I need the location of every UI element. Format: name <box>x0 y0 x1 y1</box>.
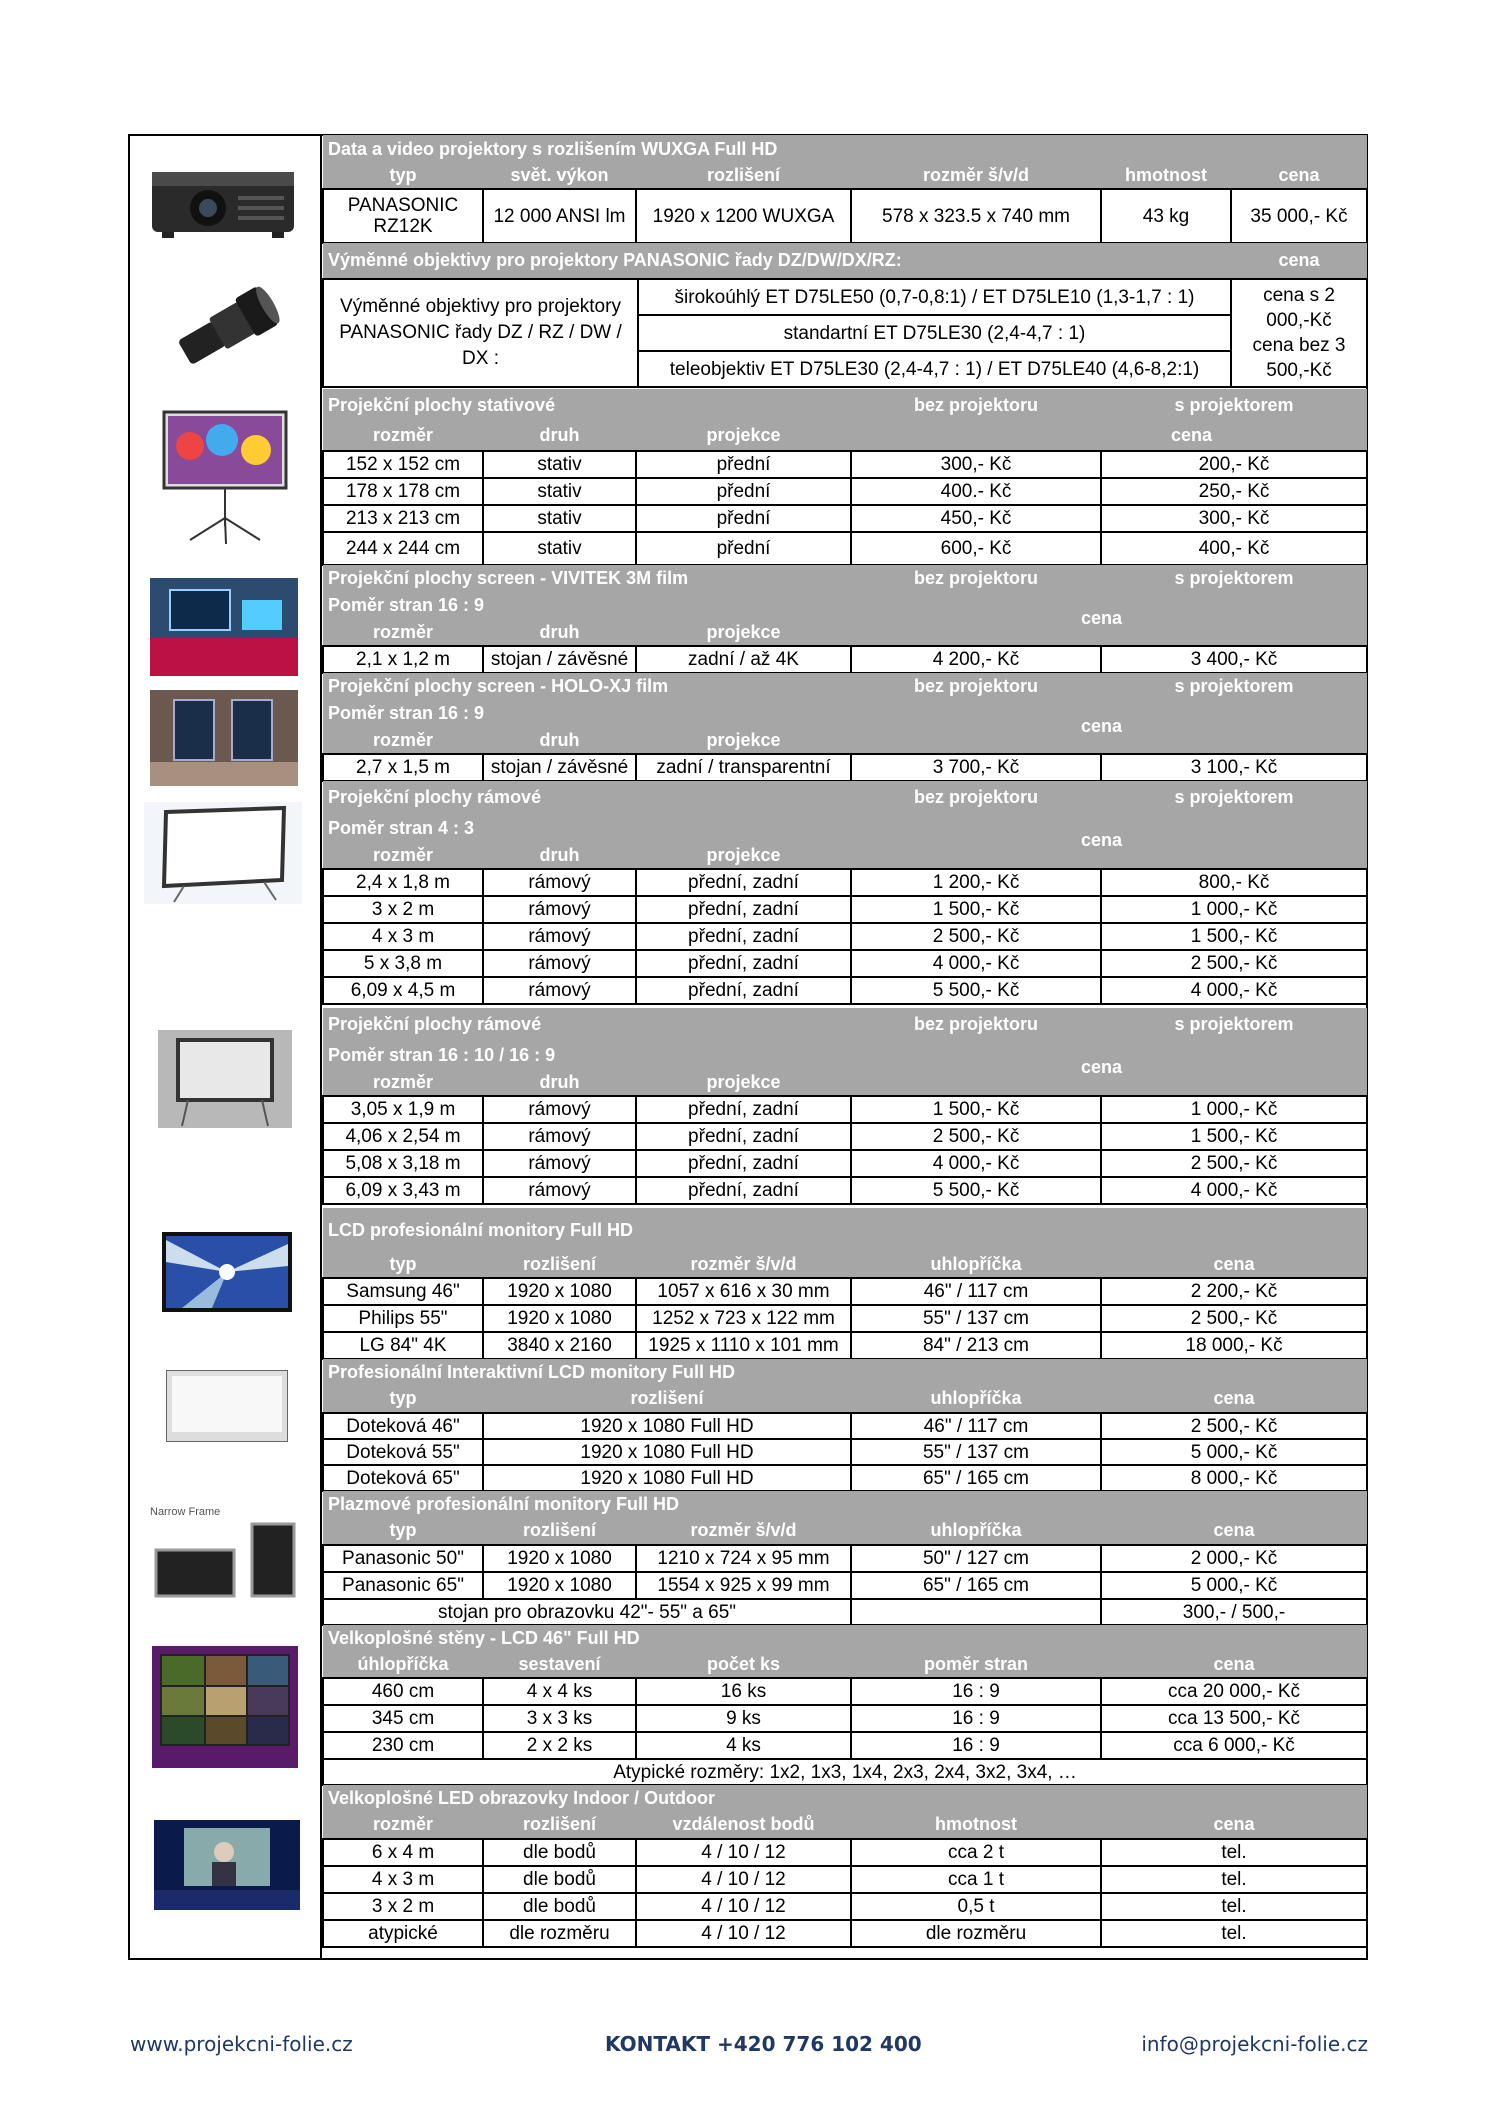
col-header: s projektorem <box>1101 1008 1367 1040</box>
col-header: rozměr š/v/d <box>851 163 1101 189</box>
col-header: projekce <box>636 619 851 646</box>
section-subtitle: Poměr stran 16 : 9 <box>323 700 851 727</box>
cell: 0,5 t <box>851 1893 1101 1920</box>
col-header: rozměr <box>323 421 483 451</box>
website-link[interactable]: www.projekcni-folie.cz <box>130 2032 353 2056</box>
col-header: cena <box>1101 1385 1367 1413</box>
col-header: hmotnost <box>1101 163 1231 189</box>
cell: 400,- Kč <box>1101 532 1367 565</box>
cell: Doteková 55" <box>323 1439 483 1465</box>
cell: tel. <box>1101 1893 1367 1920</box>
cell: přední, zadní <box>636 869 851 896</box>
interactive-lcd-table <box>322 1359 1368 1492</box>
lens-item: širokoúhlý ET D75LE50 (0,7-0,8:1) / ET D75LE10 (1,3-1,7 : 1) <box>638 279 1231 315</box>
cell: přední, zadní <box>636 1150 851 1177</box>
cell: 345 cm <box>323 1705 483 1732</box>
cell: 16 : 9 <box>851 1732 1101 1759</box>
email-link[interactable]: info@projekcni-folie.cz <box>1141 2032 1368 2056</box>
col-header: uhlopříčka <box>851 1252 1101 1278</box>
cell: 4 x 4 ks <box>483 1678 636 1705</box>
col-header: projekce <box>636 421 851 451</box>
cell: stojan / závěsné <box>483 754 636 781</box>
col-header: rozlišení <box>636 163 851 189</box>
col-header: rozlišení <box>483 1385 851 1413</box>
cell: rámový <box>483 1177 636 1204</box>
cell: 1920 x 1080 <box>483 1545 636 1572</box>
col-header: druh <box>483 421 636 451</box>
cell: 3 100,- Kč <box>1101 754 1367 781</box>
video-walls-table <box>322 1625 1368 1786</box>
cell: 230 cm <box>323 1732 483 1759</box>
cell: 4 000,- Kč <box>1101 1177 1367 1204</box>
vivitek-screen-image <box>150 578 298 676</box>
cell: 1920 x 1080 <box>483 1305 636 1332</box>
cell: rámový <box>483 1096 636 1123</box>
lens-item: teleobjektiv ET D75LE30 (2,4-4,7 : 1) / ET D75LE40 (4,6-8,2:1) <box>638 351 1231 387</box>
cell: 3,05 x 1,9 m <box>323 1096 483 1123</box>
video-wall-image <box>152 1646 298 1768</box>
col-header: rozměr <box>323 1811 483 1839</box>
cell: tel. <box>1101 1866 1367 1893</box>
cell: 2 x 2 ks <box>483 1732 636 1759</box>
cell: 3840 x 2160 <box>483 1332 636 1359</box>
cell: 55" / 137 cm <box>851 1439 1101 1465</box>
cell: 16 : 9 <box>851 1705 1101 1732</box>
holo-screen-image <box>150 690 298 786</box>
cell: 2 500,- Kč <box>1101 1150 1367 1177</box>
col-header: druh <box>483 727 636 754</box>
cell: rámový <box>483 923 636 950</box>
col-header: bez projektoru <box>851 389 1101 421</box>
cell: 6,09 x 3,43 m <box>323 1177 483 1204</box>
section-subtitle: Poměr stran 16 : 10 / 16 : 9 <box>323 1040 851 1070</box>
lcd-monitors-table <box>322 1208 1368 1360</box>
col-header: uhlopříčka <box>851 1385 1101 1413</box>
cell: 200,- Kč <box>1101 451 1367 478</box>
col-header: typ <box>323 1517 483 1545</box>
cell: 4 000,- Kč <box>1101 977 1367 1004</box>
col-header: druh <box>483 843 636 869</box>
frame-screens-16-10-table <box>322 1008 1368 1205</box>
cell: 2 500,- Kč <box>1101 1305 1367 1332</box>
col-header: cena <box>1101 1252 1367 1278</box>
empty-cell <box>851 1599 1101 1625</box>
projectors-table <box>322 135 1368 244</box>
section-title: Plazmové profesionální monitory Full HD <box>323 1491 1367 1517</box>
col-header: cena <box>1101 1651 1367 1678</box>
cell: 1 500,- Kč <box>1101 1123 1367 1150</box>
cell: 43 kg <box>1101 189 1231 243</box>
cell: atypické <box>323 1920 483 1947</box>
col-header: cena <box>851 1040 1367 1096</box>
cell: 65" / 165 cm <box>851 1572 1101 1599</box>
section-title: LCD profesionální monitory Full HD <box>323 1208 1367 1252</box>
lcd-monitor-image <box>162 1232 292 1312</box>
cell: 1920 x 1080 Full HD <box>483 1413 851 1439</box>
cell: 1920 x 1080 Full HD <box>483 1465 851 1491</box>
cell: 1210 x 724 x 95 mm <box>636 1545 851 1572</box>
section-title: Projekční plochy stativové <box>323 389 851 421</box>
cell: přední, zadní <box>636 977 851 1004</box>
section-subtitle: Poměr stran 4 : 3 <box>323 813 851 843</box>
cell: 4,06 x 2,54 m <box>323 1123 483 1150</box>
section-title: Projekční plochy rámové <box>323 781 851 813</box>
cell: 460 cm <box>323 1678 483 1705</box>
cell: tel. <box>1101 1839 1367 1866</box>
cell: 12 000 ANSI lm <box>483 189 636 243</box>
frame-screen-16-10-image <box>158 1030 292 1128</box>
cell: 46" / 117 cm <box>851 1278 1101 1305</box>
col-header: poměr stran <box>851 1651 1101 1678</box>
lens-price: cena s 2 000,-Kč cena bez 3 500,-Kč <box>1231 279 1367 387</box>
projector-image <box>148 158 298 242</box>
cell: 3 400,- Kč <box>1101 646 1367 673</box>
col-header: typ <box>323 163 483 189</box>
cell: 5 x 3,8 m <box>323 950 483 977</box>
cell: 1920 x 1080 <box>483 1572 636 1599</box>
cell: 8 000,- Kč <box>1101 1465 1367 1491</box>
cell: 4 000,- Kč <box>851 950 1101 977</box>
cell: přední, zadní <box>636 1096 851 1123</box>
cell: 1 500,- Kč <box>851 896 1101 923</box>
col-header: sestavení <box>483 1651 636 1678</box>
cell: 84" / 213 cm <box>851 1332 1101 1359</box>
cell: 4 / 10 / 12 <box>636 1839 851 1866</box>
cell: 2 500,- Kč <box>1101 1413 1367 1439</box>
narrow-frame-label: Narrow Frame <box>150 1506 221 1518</box>
cell: 152 x 152 cm <box>323 451 483 478</box>
cell: přední, zadní <box>636 1123 851 1150</box>
cell: Doteková 65" <box>323 1465 483 1491</box>
cell: 4 x 3 m <box>323 1866 483 1893</box>
lens-label: Výměnné objektivy pro projektory PANASONIC řady DZ / RZ / DW / DX : <box>323 279 638 387</box>
contact-phone: KONTAKT +420 776 102 400 <box>605 2032 922 2056</box>
cell: dle rozměru <box>483 1920 636 1947</box>
col-header: počet ks <box>636 1651 851 1678</box>
cell: 2,7 x 1,5 m <box>323 754 483 781</box>
col-header: rozlišení <box>483 1252 636 1278</box>
col-header: druh <box>483 619 636 646</box>
col-header: cena <box>1101 1811 1367 1839</box>
cell: 65" / 165 cm <box>851 1465 1101 1491</box>
led-screens-table <box>322 1785 1368 1948</box>
cell: 1920 x 1080 <box>483 1278 636 1305</box>
cell: dle rozměru <box>851 1920 1101 1947</box>
lens-image <box>168 286 288 370</box>
cell: 244 x 244 cm <box>323 532 483 565</box>
cell: tel. <box>1101 1920 1367 1947</box>
cell: 2,4 x 1,8 m <box>323 869 483 896</box>
cell: 16 : 9 <box>851 1678 1101 1705</box>
cell: 250,- Kč <box>1101 478 1367 505</box>
cell: Philips 55" <box>323 1305 483 1332</box>
cell: 4 / 10 / 12 <box>636 1893 851 1920</box>
cell: 16 ks <box>636 1678 851 1705</box>
plasma-monitors-table <box>322 1491 1368 1626</box>
section-title: Data a video projektory s rozlišením WUXGA Full HD <box>323 135 1367 163</box>
cell: Doteková 46" <box>323 1413 483 1439</box>
cell: 450,- Kč <box>851 505 1101 532</box>
col-header: svět. výkon <box>483 163 636 189</box>
vivitek-screens-table <box>322 565 1368 674</box>
cell: Samsung 46" <box>323 1278 483 1305</box>
section-title: Projekční plochy screen - HOLO-XJ film <box>323 673 851 700</box>
cell: 1 000,- Kč <box>1101 896 1367 923</box>
cell: 6,09 x 4,5 m <box>323 977 483 1004</box>
cell: stativ <box>483 532 636 565</box>
cell: stativ <box>483 478 636 505</box>
cell: 5,08 x 3,18 m <box>323 1150 483 1177</box>
cell: cca 2 t <box>851 1839 1101 1866</box>
cell: 4 ks <box>636 1732 851 1759</box>
cell: 1252 x 723 x 122 mm <box>636 1305 851 1332</box>
col-header: cena <box>851 813 1367 869</box>
cell: 5 000,- Kč <box>1101 1572 1367 1599</box>
cell: 213 x 213 cm <box>323 505 483 532</box>
cell: rámový <box>483 1150 636 1177</box>
cell: přední <box>636 451 851 478</box>
col-header: projekce <box>636 727 851 754</box>
col-header: cena <box>851 700 1367 754</box>
footer <box>0 2032 1488 2062</box>
cell: 3 700,- Kč <box>851 754 1101 781</box>
cell: 1920 x 1080 Full HD <box>483 1439 851 1465</box>
tripod-screens-table <box>322 389 1368 566</box>
cell: 800,- Kč <box>1101 869 1367 896</box>
frame-screen-4-3-image <box>144 802 302 904</box>
cell: 2,1 x 1,2 m <box>323 646 483 673</box>
cell: 3 x 2 m <box>323 1893 483 1920</box>
col-header: cena <box>1101 1517 1367 1545</box>
cell: přední <box>636 505 851 532</box>
col-header: typ <box>323 1252 483 1278</box>
cell: 1 000,- Kč <box>1101 1096 1367 1123</box>
cell: přední, zadní <box>636 923 851 950</box>
cell: zadní / až 4K <box>636 646 851 673</box>
col-header: cena <box>851 592 1367 646</box>
tripod-screen-image <box>160 406 290 546</box>
cell: 4 / 10 / 12 <box>636 1920 851 1947</box>
cell: dle bodů <box>483 1866 636 1893</box>
cell: 46" / 117 cm <box>851 1413 1101 1439</box>
cell: 2 200,- Kč <box>1101 1278 1367 1305</box>
col-header: bez projektoru <box>851 673 1101 700</box>
col-header: rozměr <box>323 727 483 754</box>
cell: PANASONIC RZ12K <box>323 189 483 243</box>
cell: 1920 x 1200 WUXGA <box>636 189 851 243</box>
atypical-note: Atypické rozměry: 1x2, 1x3, 1x4, 2x3, 2x4, 3x2, 3x4, … <box>323 1759 1367 1785</box>
col-header: druh <box>483 1070 636 1096</box>
col-header: hmotnost <box>851 1811 1101 1839</box>
cell: dle bodů <box>483 1893 636 1920</box>
cell: 178 x 178 cm <box>323 478 483 505</box>
cell: rámový <box>483 950 636 977</box>
lenses-table <box>322 243 1368 388</box>
stand-price: 300,- / 500,- <box>1101 1599 1367 1625</box>
section-title: Velkoplošné LED obrazovky Indoor / Outdoor <box>323 1785 1367 1811</box>
cell: Panasonic 50" <box>323 1545 483 1572</box>
section-subtitle: Poměr stran 16 : 9 <box>323 592 851 619</box>
cell: rámový <box>483 869 636 896</box>
cell: 1 200,- Kč <box>851 869 1101 896</box>
cell: 1057 x 616 x 30 mm <box>636 1278 851 1305</box>
cell: 578 x 323.5 x 740 mm <box>851 189 1101 243</box>
section-title: Projekční plochy rámové <box>323 1008 851 1040</box>
plasma-monitor-image <box>152 1520 300 1600</box>
cell: 2 500,- Kč <box>851 1123 1101 1150</box>
col-header: projekce <box>636 843 851 869</box>
interactive-monitor-image <box>166 1370 288 1442</box>
cell: cca 6 000,- Kč <box>1101 1732 1367 1759</box>
cell: 4 x 3 m <box>323 923 483 950</box>
col-header: vzdálenost bodů <box>636 1811 851 1839</box>
cell: 4 200,- Kč <box>851 646 1101 673</box>
cell: 50" / 127 cm <box>851 1545 1101 1572</box>
cell: přední, zadní <box>636 950 851 977</box>
section-title: Profesionální Interaktivní LCD monitory Full HD <box>323 1359 1367 1385</box>
col-header: úhlopříčka <box>323 1651 483 1678</box>
col-header: rozměr <box>323 1070 483 1096</box>
frame-screens-4-3-table <box>322 781 1368 1005</box>
cell: 4 000,- Kč <box>851 1150 1101 1177</box>
cell: 300,- Kč <box>1101 505 1367 532</box>
cell: přední <box>636 478 851 505</box>
col-header: s projektorem <box>1101 389 1367 421</box>
cell: 300,- Kč <box>851 451 1101 478</box>
cell: 9 ks <box>636 1705 851 1732</box>
col-header: rozměr š/v/d <box>636 1517 851 1545</box>
cell: 400.- Kč <box>851 478 1101 505</box>
col-header: s projektorem <box>1101 781 1367 813</box>
cell: 5 500,- Kč <box>851 977 1101 1004</box>
section-title: Projekční plochy screen - VIVITEK 3M film <box>323 565 851 592</box>
cell: cca 1 t <box>851 1866 1101 1893</box>
cell: 5 000,- Kč <box>1101 1439 1367 1465</box>
cell: zadní / transparentní <box>636 754 851 781</box>
cell: rámový <box>483 977 636 1004</box>
cell: 3 x 3 ks <box>483 1705 636 1732</box>
col-header: projekce <box>636 1070 851 1096</box>
cell: přední <box>636 532 851 565</box>
cell: 3 x 2 m <box>323 896 483 923</box>
col-header: s projektorem <box>1101 673 1367 700</box>
col-header: bez projektoru <box>851 781 1101 813</box>
stand-label: stojan pro obrazovku 42"- 55" a 65" <box>323 1599 851 1625</box>
cell: 600,- Kč <box>851 532 1101 565</box>
section-title: Výměnné objektivy pro projektory PANASONIC řady DZ/DW/DX/RZ: <box>323 243 1231 279</box>
cell: 6 x 4 m <box>323 1839 483 1866</box>
col-header: rozměr <box>323 843 483 869</box>
col-header: cena <box>1231 243 1367 279</box>
col-header: rozlišení <box>483 1517 636 1545</box>
cell: Panasonic 65" <box>323 1572 483 1599</box>
cell: stojan / závěsné <box>483 646 636 673</box>
col-header: cena <box>851 421 1367 451</box>
cell: 2 500,- Kč <box>851 923 1101 950</box>
holo-screens-table <box>322 673 1368 782</box>
cell: 2 000,- Kč <box>1101 1545 1367 1572</box>
cell: 35 000,- Kč <box>1231 189 1367 243</box>
cell: cca 13 500,- Kč <box>1101 1705 1367 1732</box>
cell: LG 84" 4K <box>323 1332 483 1359</box>
cell: 2 500,- Kč <box>1101 950 1367 977</box>
col-header: rozlišení <box>483 1811 636 1839</box>
col-header: bez projektoru <box>851 1008 1101 1040</box>
cell: 1554 x 925 x 99 mm <box>636 1572 851 1599</box>
cell: 1925 x 1110 x 101 mm <box>636 1332 851 1359</box>
led-screen-image <box>154 1820 300 1910</box>
cell: přední, zadní <box>636 1177 851 1204</box>
col-header: rozměr š/v/d <box>636 1252 851 1278</box>
cell: 55" / 137 cm <box>851 1305 1101 1332</box>
cell: rámový <box>483 896 636 923</box>
cell: dle bodů <box>483 1839 636 1866</box>
col-header: bez projektoru <box>851 565 1101 592</box>
section-title: Velkoplošné stěny - LCD 46" Full HD <box>323 1625 1367 1651</box>
col-header: cena <box>1231 163 1367 189</box>
col-header: rozměr <box>323 619 483 646</box>
cell: stativ <box>483 505 636 532</box>
cell: 5 500,- Kč <box>851 1177 1101 1204</box>
cell: stativ <box>483 451 636 478</box>
cell: 1 500,- Kč <box>851 1096 1101 1123</box>
lens-item: standartní ET D75LE30 (2,4-4,7 : 1) <box>638 315 1231 351</box>
col-header: typ <box>323 1385 483 1413</box>
cell: rámový <box>483 1123 636 1150</box>
cell: přední, zadní <box>636 896 851 923</box>
cell: 18 000,- Kč <box>1101 1332 1367 1359</box>
col-header: uhlopříčka <box>851 1517 1101 1545</box>
cell: 4 / 10 / 12 <box>636 1866 851 1893</box>
cell: 1 500,- Kč <box>1101 923 1367 950</box>
col-header: s projektorem <box>1101 565 1367 592</box>
cell: cca 20 000,- Kč <box>1101 1678 1367 1705</box>
